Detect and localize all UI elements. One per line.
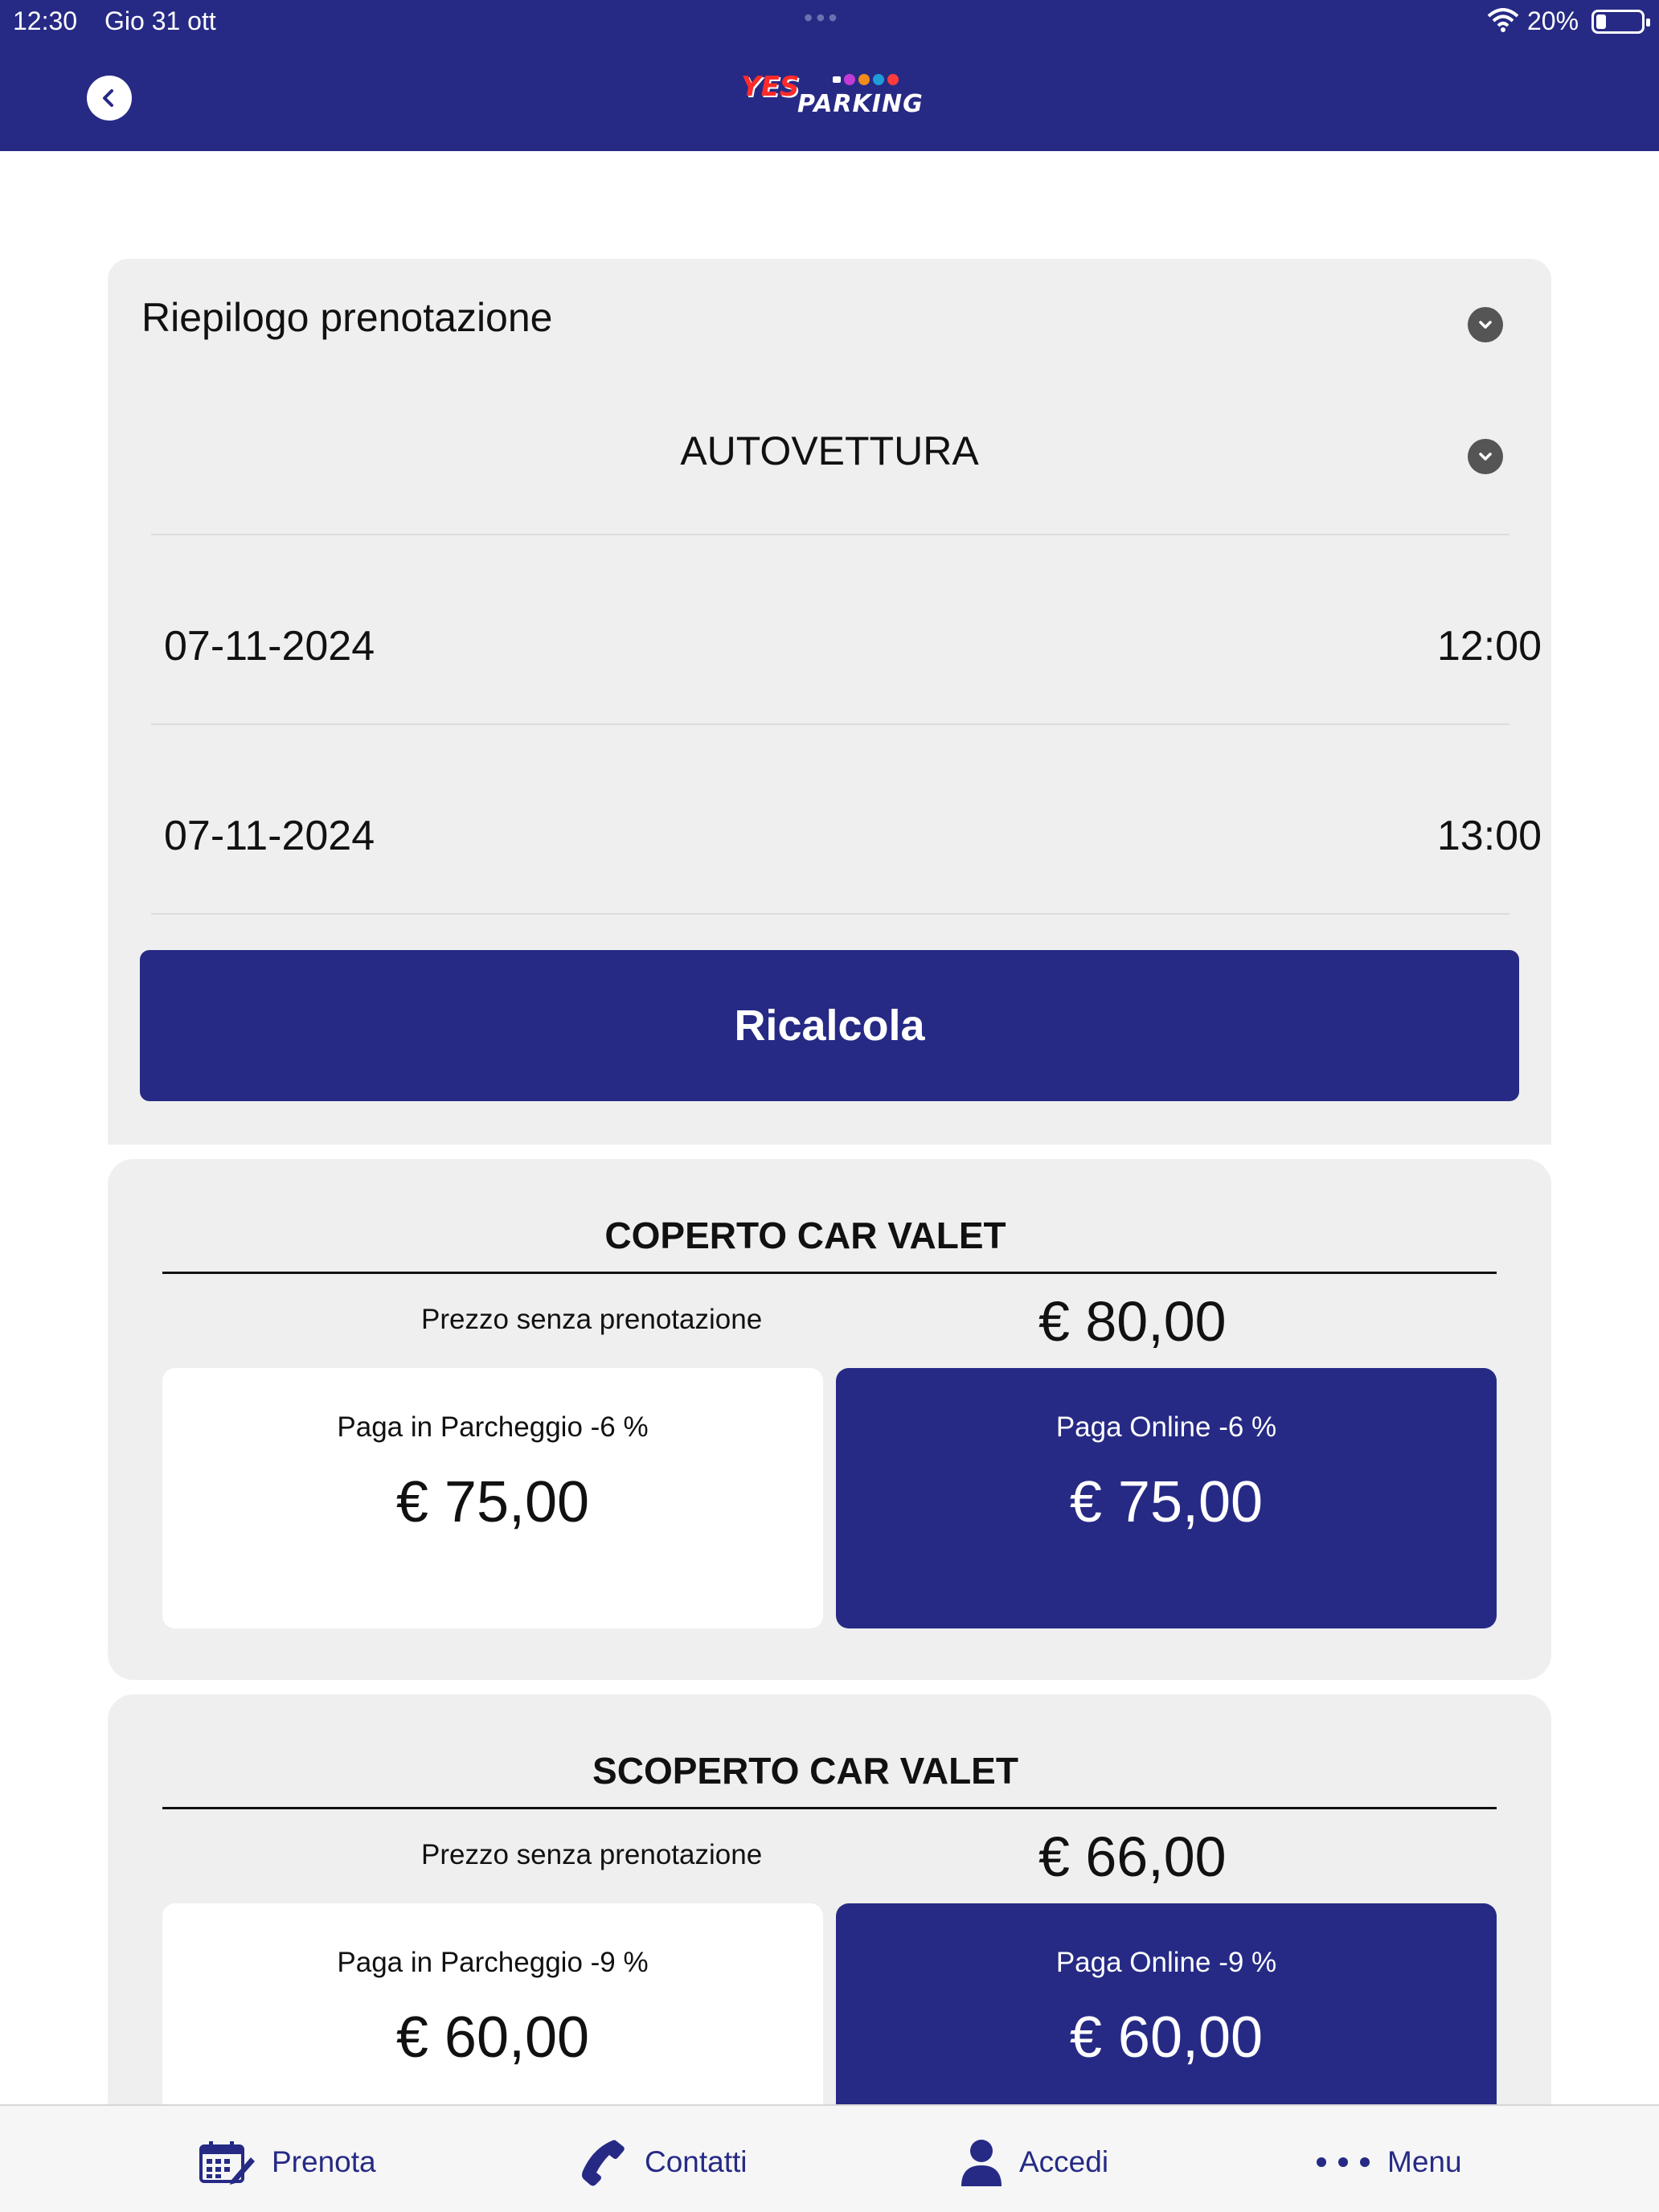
user-icon — [960, 2138, 1003, 2186]
status-bar — [0, 0, 1659, 42]
summary-title: Riepilogo prenotazione — [141, 295, 553, 340]
nav-item-contatti[interactable] — [579, 2138, 748, 2186]
status-time: 12:30 — [13, 6, 78, 35]
battery-icon — [1591, 10, 1645, 34]
divider — [151, 723, 1509, 725]
start-date-field[interactable]: 07-11-2024 — [164, 623, 375, 670]
logo-transport-icons — [833, 74, 899, 85]
nav-label: Menu — [1387, 2145, 1462, 2178]
pay-at-parking-price: € 60,00 — [395, 2005, 590, 2070]
pay-at-parking-label: Paga in Parcheggio -9 % — [337, 1947, 649, 1978]
booking-summary-panel — [108, 259, 1551, 1145]
end-date-field[interactable]: 07-11-2024 — [164, 813, 375, 859]
end-time-field[interactable]: 13:00 — [1436, 813, 1542, 859]
end-datetime-row[interactable] — [164, 812, 1542, 860]
yes-parking-logo — [738, 69, 923, 119]
logo-parking-text: PARKING — [797, 90, 924, 118]
chevron-down-icon — [1476, 315, 1495, 334]
nav-label: Accedi — [1019, 2145, 1109, 2178]
no-booking-label: Prezzo senza prenotazione — [421, 1304, 763, 1335]
pay-online-price: € 60,00 — [1069, 2005, 1264, 2070]
pay-at-parking-label: Paga in Parcheggio -6 % — [337, 1411, 649, 1443]
start-datetime-row[interactable] — [164, 622, 1542, 670]
nav-label: Prenota — [272, 2145, 376, 2178]
battery-percent: 20% — [1527, 6, 1579, 35]
divider — [151, 534, 1509, 535]
status-date: Gio 31 ott — [104, 6, 216, 35]
nav-item-accedi[interactable] — [960, 2138, 1108, 2186]
offer-title: SCOPERTO CAR VALET — [592, 1750, 1018, 1792]
nav-item-menu[interactable] — [1315, 2138, 1462, 2186]
phone-icon — [579, 2137, 629, 2187]
offer-title: COPERTO CAR VALET — [604, 1215, 1006, 1256]
app-header — [0, 0, 1659, 151]
pay-online-label: Paga Online -9 % — [1055, 1947, 1277, 1978]
pay-online-label: Paga Online -6 % — [1055, 1411, 1277, 1443]
summary-collapse-toggle[interactable] — [1468, 307, 1503, 342]
pay-online-option[interactable] — [836, 1368, 1497, 1628]
offer-title-rule — [162, 1807, 1497, 1809]
wifi-icon — [1487, 8, 1519, 32]
calendar-icon — [199, 2140, 256, 2185]
logo-yes-text: YES — [741, 71, 800, 103]
pay-online-price: € 75,00 — [1069, 1470, 1264, 1534]
vehicle-dropdown-toggle[interactable] — [1468, 439, 1503, 474]
vehicle-type-select[interactable] — [108, 428, 1551, 474]
nav-label: Contatti — [645, 2145, 748, 2178]
offer-title-rule — [162, 1272, 1497, 1274]
chevron-left-icon — [98, 87, 121, 109]
pay-at-parking-option[interactable] — [162, 1368, 823, 1628]
recalculate-button[interactable]: Ricalcola — [140, 950, 1519, 1101]
no-booking-price: € 66,00 — [1038, 1825, 1227, 1888]
pay-at-parking-price: € 75,00 — [395, 1470, 590, 1534]
start-time-field[interactable]: 12:00 — [1436, 623, 1542, 670]
no-booking-price: € 80,00 — [1038, 1290, 1227, 1353]
more-dots-icon — [1315, 2154, 1371, 2170]
bottom-navigation — [0, 2104, 1659, 2212]
offer-card-coperto — [108, 1159, 1551, 1680]
back-button[interactable] — [87, 76, 132, 121]
nav-item-prenota[interactable] — [199, 2138, 376, 2186]
chevron-down-icon — [1476, 447, 1495, 466]
multitask-dots-icon[interactable]: ••• — [804, 3, 841, 32]
no-booking-label: Prezzo senza prenotazione — [421, 1839, 763, 1870]
vehicle-type-value: AUTOVETTURA — [680, 428, 979, 473]
divider — [151, 913, 1509, 915]
